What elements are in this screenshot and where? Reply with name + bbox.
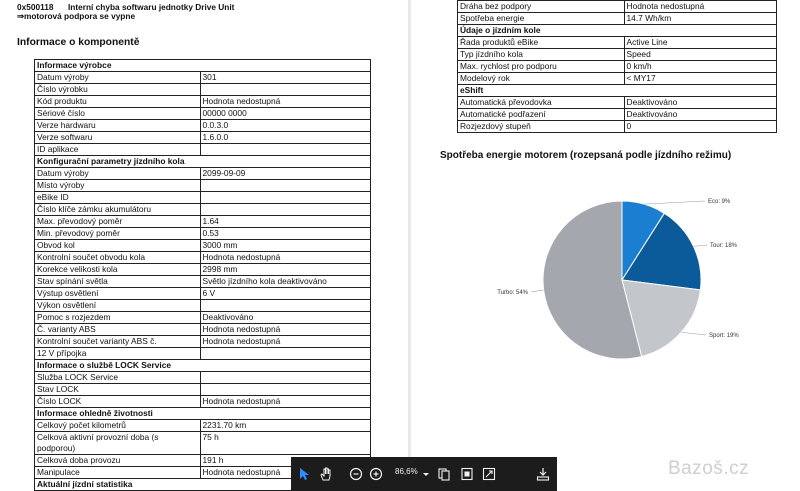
table-cell-key: Výstup osvětlení bbox=[35, 288, 201, 300]
table-row bbox=[458, 85, 777, 97]
table-cell-value: 0 bbox=[624, 121, 776, 133]
table-cell-key: Číslo LOCK bbox=[35, 396, 201, 408]
table-cell-value: 3000 mm bbox=[200, 240, 371, 252]
table-cell-key: Datum výroby bbox=[35, 168, 201, 180]
table-row bbox=[35, 264, 371, 276]
table-row bbox=[458, 73, 777, 85]
table-cell-key: 12 V přípojka bbox=[35, 348, 201, 360]
table-cell-key: Celková doba provozu bbox=[35, 455, 201, 467]
table-cell-key: Služba LOCK Service bbox=[35, 372, 201, 384]
table-row bbox=[35, 96, 371, 108]
table-section-header: Informace výrobce bbox=[35, 60, 371, 72]
table-row bbox=[458, 61, 777, 73]
table-cell-key: Verze hardwaru bbox=[35, 120, 201, 132]
table-row bbox=[35, 204, 371, 216]
table-cell-key: Verze softwaru bbox=[35, 132, 201, 144]
table-cell-key: Číslo klíče zámku akumulátoru bbox=[35, 204, 201, 216]
table-row bbox=[35, 300, 371, 312]
table-cell-key: Min. převodový poměr bbox=[35, 228, 201, 240]
table-cell-key: Řada produktů eBike bbox=[458, 37, 625, 49]
table-cell-key: Místo výroby bbox=[35, 180, 201, 192]
hand-icon[interactable] bbox=[317, 465, 335, 483]
table-cell-value bbox=[200, 348, 371, 360]
table-cell-value: Hodnota nedostupná bbox=[200, 96, 371, 108]
table-cell-key: Rozjezdový stupeň bbox=[458, 121, 625, 133]
table-cell-key: Kód produktu bbox=[35, 96, 201, 108]
error-description: Interní chyba softwaru jednotky Drive Unit bbox=[68, 2, 235, 12]
table-cell-value: Hodnota nedostupná bbox=[624, 1, 776, 13]
zoom-out-icon[interactable] bbox=[347, 465, 365, 483]
table-row bbox=[35, 240, 371, 252]
table-cell-value: Světlo jízdního kola deaktivováno bbox=[200, 276, 371, 288]
table-row bbox=[35, 144, 371, 156]
table-cell-key: Obvod kol bbox=[35, 240, 201, 252]
table-cell-value: 0 km/h bbox=[624, 61, 776, 73]
table-row bbox=[35, 396, 371, 408]
error-consequence: ⇒motorová podpora se vypne bbox=[17, 11, 136, 21]
table-row bbox=[458, 109, 777, 121]
table-cell-key: Spotřeba energie bbox=[458, 13, 625, 25]
table-section-header: Informace ohledně životnosti bbox=[35, 408, 371, 420]
pie-leader-line bbox=[644, 201, 705, 204]
table-cell-key: Typ jízdního kola bbox=[458, 49, 625, 61]
table-cell-value bbox=[200, 372, 371, 384]
table-cell-value: 75 h bbox=[200, 432, 371, 455]
pie-label-tour: Tour: 18% bbox=[710, 243, 738, 249]
table-cell-value: 1.6.0.0 bbox=[200, 132, 371, 144]
table-cell-value: 14.7 Wh/km bbox=[624, 13, 776, 25]
table-row bbox=[35, 108, 371, 120]
table-row bbox=[35, 420, 371, 432]
table-row bbox=[35, 168, 371, 180]
pie-label-eco: Eco: 9% bbox=[708, 199, 731, 205]
table-cell-value bbox=[200, 144, 371, 156]
table-cell-key: Kontrolní součet varianty ABS č. bbox=[35, 336, 201, 348]
table-cell-value: 2998 mm bbox=[200, 264, 371, 276]
table-row bbox=[35, 120, 371, 132]
table-row bbox=[35, 276, 371, 288]
table-row bbox=[35, 132, 371, 144]
table-section-header: Údaje o jízdním kole bbox=[458, 25, 777, 37]
table-row bbox=[35, 372, 371, 384]
table-cell-value: Hodnota nedostupná bbox=[200, 324, 371, 336]
table-cell-key: Automatické podřazení bbox=[458, 109, 625, 121]
table-cell-key: Celková aktivní provozní doba (s podporou) bbox=[35, 432, 201, 455]
table-cell-value: 1.64 bbox=[200, 216, 371, 228]
table-row bbox=[458, 97, 777, 109]
table-cell-value: < MY17 bbox=[624, 73, 776, 85]
table-cell-key: Max. rychlost pro podporu bbox=[458, 61, 625, 73]
pie-label-sport: Sport: 19% bbox=[709, 333, 739, 339]
table-cell-key: Celkový počet kilometrů bbox=[35, 420, 201, 432]
pie-leader-line bbox=[681, 332, 706, 335]
pie-leader-line bbox=[693, 245, 707, 246]
table-cell-key: Číslo výrobku bbox=[35, 84, 201, 96]
fit-width-icon[interactable] bbox=[480, 465, 498, 483]
table-section-header: Informace o službě LOCK Service bbox=[35, 360, 371, 372]
error-code: 0x500118 bbox=[17, 2, 54, 12]
table-row bbox=[458, 121, 777, 133]
table-row bbox=[35, 72, 371, 84]
cursor-icon[interactable] bbox=[295, 465, 313, 483]
table-row bbox=[35, 156, 371, 168]
pages-icon[interactable] bbox=[435, 465, 453, 483]
pie-leader-line bbox=[531, 290, 544, 292]
pdf-toolbar bbox=[291, 457, 557, 491]
ride-info-table bbox=[457, 0, 777, 133]
table-cell-value: Hodnota nedostupná bbox=[200, 396, 371, 408]
table-row bbox=[35, 192, 371, 204]
table-cell-value: 2231.70 km bbox=[200, 420, 371, 432]
table-cell-value: Speed bbox=[624, 49, 776, 61]
table-cell-key: Dráha bez podpory bbox=[458, 1, 625, 13]
table-row bbox=[458, 25, 777, 37]
table-cell-value: 6 V bbox=[200, 288, 371, 300]
table-row bbox=[35, 324, 371, 336]
table-cell-value: 301 bbox=[200, 72, 371, 84]
table-row bbox=[458, 1, 777, 13]
table-cell-value: 00000 0000 bbox=[200, 108, 371, 120]
table-row bbox=[35, 336, 371, 348]
table-cell-value bbox=[200, 84, 371, 96]
table-row bbox=[35, 360, 371, 372]
table-section-header: eShift bbox=[458, 85, 777, 97]
table-cell-value: Deaktivováno bbox=[200, 312, 371, 324]
table-cell-value bbox=[200, 180, 371, 192]
section-title: Informace o komponentě bbox=[17, 37, 140, 48]
table-row bbox=[35, 84, 371, 96]
table-cell-value: 191 h bbox=[200, 455, 371, 467]
table-row bbox=[35, 312, 371, 324]
table-cell-value: Deaktivováno bbox=[624, 109, 776, 121]
table-row bbox=[35, 180, 371, 192]
table-cell-key: Pomoc s rozjezdem bbox=[35, 312, 201, 324]
table-row bbox=[35, 408, 371, 420]
table-row bbox=[35, 384, 371, 396]
table-section-header: Aktuální jízdní statistika bbox=[35, 479, 371, 491]
table-row bbox=[458, 37, 777, 49]
energy-pie-chart bbox=[480, 185, 780, 365]
table-cell-key: Výkon osvětlení bbox=[35, 300, 201, 312]
table-row bbox=[35, 432, 371, 455]
table-cell-key: Manipulace bbox=[35, 467, 201, 479]
table-row bbox=[458, 13, 777, 25]
table-cell-value bbox=[200, 300, 371, 312]
table-cell-value: Active Line bbox=[624, 37, 776, 49]
table-cell-value: Hodnota nedostupná bbox=[200, 336, 371, 348]
table-cell-key: eBike ID bbox=[35, 192, 201, 204]
zoom-level[interactable]: 86,6% bbox=[395, 467, 418, 476]
table-cell-key: ID aplikace bbox=[35, 144, 201, 156]
zoom-in-icon[interactable] bbox=[367, 465, 385, 483]
table-row bbox=[35, 348, 371, 360]
table-row bbox=[35, 288, 371, 300]
table-row bbox=[458, 49, 777, 61]
table-cell-value bbox=[200, 204, 371, 216]
table-row bbox=[35, 216, 371, 228]
table-cell-key: Stav LOCK bbox=[35, 384, 201, 396]
table-cell-key: Max. převodový poměr bbox=[35, 216, 201, 228]
chart-title: Spotřeba energie motorem (rozepsaná podle jízdního režimu) bbox=[440, 150, 732, 161]
table-cell-value: 0.0.3.0 bbox=[200, 120, 371, 132]
table-cell-key: Korekce velikosti kola bbox=[35, 264, 201, 276]
table-cell-value: Hodnota nedostupná bbox=[200, 467, 371, 479]
table-cell-key: Automatická převodovka bbox=[458, 97, 625, 109]
table-row bbox=[35, 228, 371, 240]
table-section-header: Konfigurační parametry jízdního kola bbox=[35, 156, 371, 168]
component-info-table bbox=[34, 59, 371, 491]
table-cell-key: Datum výroby bbox=[35, 72, 201, 84]
table-cell-value: Hodnota nedostupná bbox=[200, 252, 371, 264]
fit-page-icon[interactable] bbox=[458, 465, 476, 483]
table-cell-value: Deaktivováno bbox=[624, 97, 776, 109]
table-cell-key: Modelový rok bbox=[458, 73, 625, 85]
download-icon[interactable] bbox=[534, 465, 552, 483]
table-cell-value: 2099-09-09 bbox=[200, 168, 371, 180]
pie-label-turbo: Turbo: 54% bbox=[497, 290, 528, 296]
table-cell-key: Kontrolní součet obvodu kola bbox=[35, 252, 201, 264]
table-cell-value: 0.53 bbox=[200, 228, 371, 240]
table-row bbox=[35, 60, 371, 72]
table-cell-key: Sériové číslo bbox=[35, 108, 201, 120]
table-cell-key: Č. varianty ABS bbox=[35, 324, 201, 336]
table-row bbox=[35, 252, 371, 264]
table-cell-value bbox=[200, 384, 371, 396]
table-cell-value bbox=[200, 192, 371, 204]
watermark: Bazoš.cz bbox=[668, 458, 750, 479]
table-cell-key: Stav spínání světla bbox=[35, 276, 201, 288]
chevron-down-icon[interactable] bbox=[417, 465, 435, 483]
